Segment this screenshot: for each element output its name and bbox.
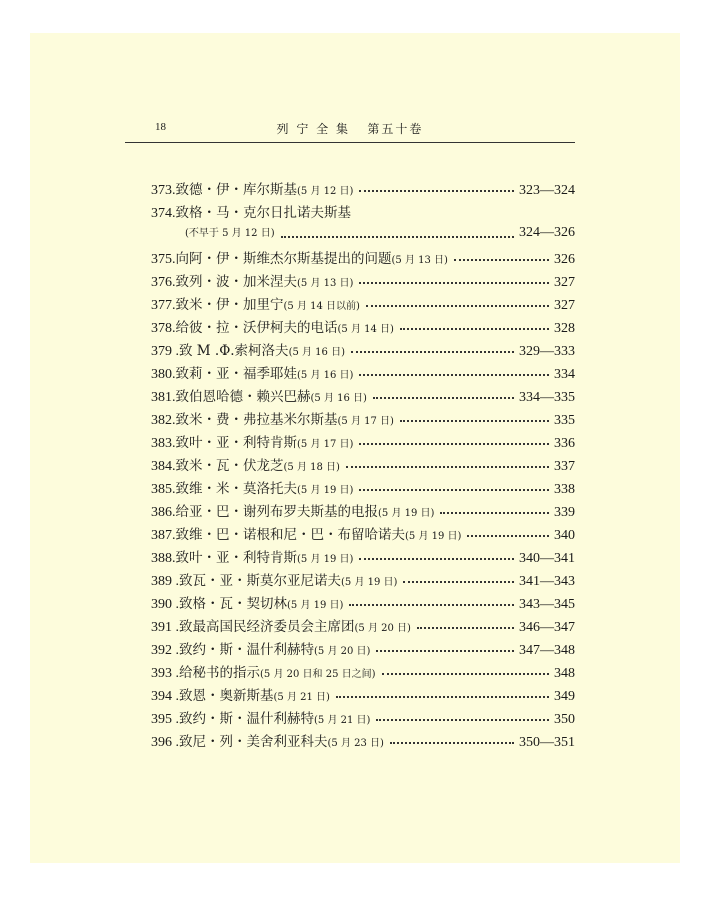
entry-number: 379 . [151,344,179,359]
running-title: 列 宁 全 集 第五十卷 [276,122,424,136]
entry-pages: 349 [554,689,575,704]
entry-pages: 343—345 [519,597,575,612]
toc-entry [151,408,575,431]
entry-pages: 323—324 [519,183,575,198]
dot-leader [359,365,549,376]
entry-title: 致格・瓦・契切林 [179,596,287,612]
toc-entry [151,638,575,661]
dot-leader [366,296,549,307]
entry-date: (5 月 19 日) [405,531,462,542]
toc-entry [151,454,575,477]
entry-pages: 339 [554,505,575,520]
entry-number: 389 . [151,574,179,589]
dot-leader [454,250,549,261]
toc-entry [151,431,575,454]
entry-date: (5 月 19 日) [378,508,435,519]
dot-leader [467,526,549,537]
dot-leader [359,549,514,560]
dot-leader [346,457,549,468]
entry-date: (5 月 21 日) [273,692,330,703]
toc-entry [151,500,575,523]
entry-pages: 337 [554,459,575,474]
entry-date: (5 月 20 日) [354,623,411,634]
toc-entry [151,684,575,707]
entry-date: (5 月 21 日) [314,715,371,726]
entry-date: (5 月 19 日) [341,577,398,588]
toc-entry [151,523,575,546]
entry-date: (5 月 23 日) [327,738,384,749]
entry-date: (5 月 14 日以前) [283,301,360,312]
entry-pages: 350 [554,712,575,727]
toc-entry [151,569,575,592]
dot-leader [376,641,514,652]
entry-pages: 334—335 [519,390,575,405]
entry-date: (5 月 18 日) [283,462,340,473]
toc-entry [151,270,575,293]
dot-leader [400,319,549,330]
entry-pages: 335 [554,413,575,428]
toc-entry [151,477,575,500]
entry-number: 395 . [151,712,179,727]
dot-leader [349,595,514,606]
entry-title: 致约・斯・温什利赫特 [179,642,314,658]
entry-number: 378. [151,321,176,336]
entry-pages: 326 [554,252,575,267]
entry-date: (5 月 19 日) [297,485,354,496]
toc-entry [151,362,575,385]
dot-leader [403,572,514,583]
table-of-contents [151,178,575,753]
entry-number: 382. [151,413,176,428]
entry-title: 致米・费・弗拉基米尔斯基 [175,412,338,428]
entry-number: 394 . [151,689,179,704]
dot-leader [359,434,549,445]
dot-leader [382,664,549,675]
entry-pages: 327 [554,275,575,290]
entry-title: 致尼・列・美舍利亚科夫 [179,734,328,750]
dot-leader [417,618,514,629]
page-number: 18 [155,121,166,133]
entry-title: 致最高国民经济委员会主席团 [179,619,355,635]
entry-date: (5 月 13 日) [297,278,354,289]
entry-title: 给彼・拉・沃伊柯夫的电话 [175,320,338,336]
dot-leader [359,273,549,284]
dot-leader [440,503,549,514]
entry-number: 380. [151,367,176,382]
entry-pages: 324—326 [519,225,575,240]
entry-date: (5 月 14 日) [337,324,394,335]
entry-title: 致德・伊・库尔斯基 [175,182,297,198]
entry-pages: 336 [554,436,575,451]
entry-title: 给秘书的指示 [179,665,260,681]
entry-title: 致维・米・莫洛托夫 [175,481,297,497]
entry-number: 374. [151,206,176,221]
toc-entry [151,339,575,362]
entry-date: (5 月 16 日) [288,347,345,358]
entry-title: 致列・波・加米涅夫 [175,274,297,290]
entry-title: 致伯恩哈德・赖兴巴赫 [175,389,311,405]
entry-number: 391 . [151,620,179,635]
toc-entry [151,293,575,316]
toc-entry [151,178,575,201]
entry-number: 390 . [151,597,179,612]
toc-entry [151,316,575,339]
entry-number: 381. [151,390,176,405]
entry-date: (5 月 19 日) [297,554,354,565]
entry-title: 致叶・亚・利特肯斯 [175,435,297,451]
entry-pages: 340—341 [519,551,575,566]
entry-date: (5 月 13 日) [391,255,448,266]
entry-pages: 340 [554,528,575,543]
toc-entry [151,247,575,270]
entry-pages: 350—351 [519,735,575,750]
toc-entry [151,730,575,753]
dot-leader [351,342,514,353]
entry-date: (5 月 20 日和 25 日之间) [260,669,376,680]
toc-entry [151,707,575,730]
entry-title: 向阿・伊・斯维杰尔斯基提出的问题 [175,251,392,267]
entry-pages: 348 [554,666,575,681]
entry-number: 392 . [151,643,179,658]
entry-pages: 338 [554,482,575,497]
entry-number: 383. [151,436,176,451]
entry-date: (5 月 19 日) [287,600,344,611]
entry-number: 386. [151,505,176,520]
entry-title: 致米・伊・加里宁 [175,297,284,313]
toc-entry [151,224,575,247]
entry-date: (5 月 17 日) [337,416,394,427]
entry-number: 384. [151,459,176,474]
entry-date: (5 月 12 日) [297,186,354,197]
entry-number: 388. [151,551,176,566]
dot-leader [359,181,514,192]
entry-date: (5 月 20 日) [314,646,371,657]
dot-leader [376,710,549,721]
dot-leader [400,411,549,422]
toc-entry [151,385,575,408]
entry-date: (5 月 17 日) [297,439,354,450]
entry-title: 致维・巴・诺根和尼・巴・布留哈诺夫 [175,527,405,543]
toc-entry [151,615,575,638]
entry-title: 致格・马・克尔日扎诺夫斯基 [175,205,351,221]
toc-entry [151,546,575,569]
dot-leader [373,388,514,399]
entry-pages: 346—347 [519,620,575,635]
entry-title: 致恩・奥新斯基 [179,688,274,704]
entry-number: 373. [151,183,176,198]
page-header [125,118,575,143]
entry-pages: 341—343 [519,574,575,589]
entry-date: (不早于 5 月 12 日) [185,228,275,239]
entry-date: (5 月 16 日) [297,370,354,381]
dot-leader [281,227,514,238]
entry-pages: 327 [554,298,575,313]
entry-title: 致米・瓦・伏龙芝 [175,458,284,474]
entry-pages: 334 [554,367,575,382]
toc-entry [151,201,575,224]
dot-leader [390,733,514,744]
entry-title: 致 M .Φ.索柯洛夫 [179,343,289,359]
entry-pages: 347—348 [519,643,575,658]
dot-leader [359,480,549,491]
entry-number: 393 . [151,666,179,681]
entry-number: 377. [151,298,176,313]
entry-pages: 328 [554,321,575,336]
entry-number: 387. [151,528,176,543]
entry-title: 致叶・亚・利特肯斯 [175,550,297,566]
entry-pages: 329—333 [519,344,575,359]
entry-title: 致莉・亚・福季耶娃 [175,366,297,382]
entry-number: 376. [151,275,176,290]
toc-entry [151,592,575,615]
entry-title: 致瓦・亚・斯莫尔亚尼诺夫 [179,573,341,589]
dot-leader [336,687,549,698]
entry-date: (5 月 16 日) [310,393,367,404]
entry-title: 给亚・巴・谢列布罗夫斯基的电报 [175,504,378,520]
entry-title: 致约・斯・温什利赫特 [179,711,314,727]
entry-number: 396 . [151,735,179,750]
entry-number: 385. [151,482,176,497]
toc-entry [151,661,575,684]
entry-number: 375. [151,252,176,267]
